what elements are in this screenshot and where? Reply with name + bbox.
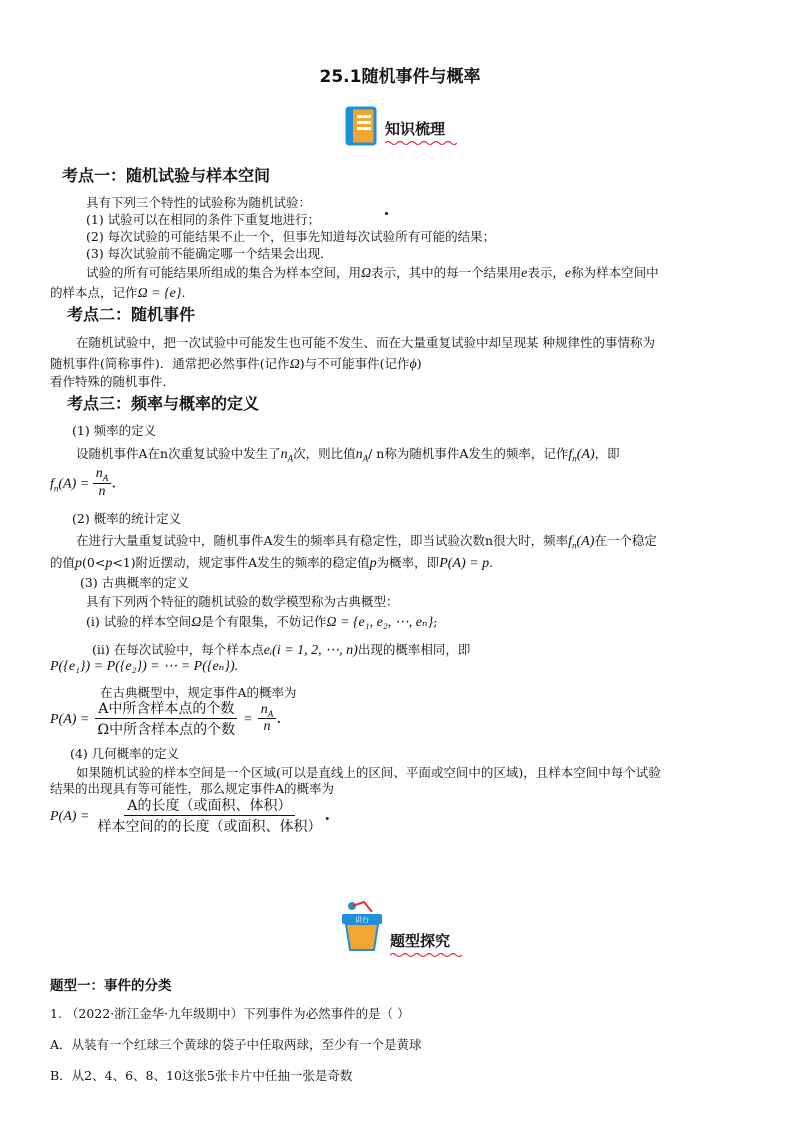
sec3-prob-line1: 在进行大量重复试验中，随机事件A发生的频率具有稳定性，即当试验次数n很大时，频率$f_n(A)$在一个稳定 bbox=[76, 533, 657, 551]
banner-practice bbox=[338, 898, 468, 958]
sec3-geo-line1: 如果随机试验的样本空间是一个区域(可以是直线上的区间、平面或空间中的区域)，且样本空间中每个试验 bbox=[76, 765, 661, 780]
heading-sec1: 考点一：随机试验与样本空间 bbox=[62, 166, 271, 185]
sec3-classical-def: 在古典概型中，规定事件A的概率为 bbox=[100, 685, 297, 700]
question-1: 1. （2022·浙江金华·九年级期中）下列事件为必然事件的是（ ） bbox=[50, 1006, 410, 1021]
podium-icon bbox=[338, 898, 388, 958]
sec1-intro: 具有下列三个特性的试验称为随机试验： bbox=[86, 195, 312, 210]
heading-sec2: 考点二：随机事件 bbox=[67, 305, 196, 324]
heading-practice: 题型一：事件的分类 bbox=[50, 978, 172, 994]
sec3-geo-line2: 结果的出现具有等可能性，那么规定事件A的概率为 bbox=[50, 781, 335, 796]
dot-mark bbox=[385, 212, 388, 215]
geometric-formula: P(A) = $\frac{\text{A的长度（或面积、体积）}}{\text{样本空间的的长度（或面积、体积）}}$ . bbox=[50, 795, 330, 836]
sec1-item-2: (2) 每次试验的可能结果不止一个，但事先知道每次试验所有可能的结果； bbox=[86, 229, 496, 244]
sec3-sub3: (3) 古典概率的定义 bbox=[80, 575, 190, 590]
page-title: 25.1随机事件与概率 bbox=[319, 67, 481, 87]
option-b: B．从2、4、6、8、10这张5张卡片中任抽一张是奇数 bbox=[50, 1068, 353, 1083]
sec3-classical-intro: 具有下列两个特征的随机试验的数学模型称为古典概型： bbox=[86, 594, 399, 609]
sec1-item-1: (1) 试验可以在相同的条件下重复地进行； bbox=[86, 212, 321, 227]
sec3-sub4: (4) 几何概率的定义 bbox=[70, 746, 180, 761]
sec1-para-line2: 的样本点，记作Ω = {e}. bbox=[50, 285, 186, 301]
banner-knowledge bbox=[345, 104, 465, 152]
sec3-sub1: (1) 频率的定义 bbox=[72, 423, 157, 438]
option-a: A．从装有一个红球三个黄球的袋子中任取两球，至少有一个是黄球 bbox=[50, 1037, 422, 1052]
sec1-para-line1: 试验的所有可能结果所组成的集合为样本空间，用Ω表示，其中的每一个结果用e表示，e称为样本空间中 bbox=[86, 265, 659, 281]
banner-practice-text: 题型探究 bbox=[390, 932, 451, 950]
classical-formula: P(A) = $\frac{\text{A中所含样本点的个数}}{\text{Ω中所含样本点的个数}}$ = $\frac{n_A}{n}$ . bbox=[50, 698, 281, 739]
sec2-line3: 看作特殊的随机事件． bbox=[50, 374, 176, 389]
notebook-icon bbox=[345, 106, 379, 146]
sec1-item-3: (3) 每次试验前不能确定哪一个结果会出现． bbox=[86, 246, 333, 261]
sec2-line1: 在随机试验中，把一次试验中可能发生也可能不发生、而在大量重复试验中却呈现某 种规律性的事情称为 bbox=[76, 335, 655, 350]
sec3-freq-line: 设随机事件A在n次重复试验中发生了$n_A$次，则比值$n_A/$ n称为随机事件A发生的频率，记作$f_n(A)$，即 bbox=[76, 446, 620, 464]
sec2-line2: 随机事件(简称事件)．通常把必然事件(记作Ω)与不可能事件(记作ϕ) bbox=[50, 356, 422, 372]
sec3-sub2: (2) 概率的统计定义 bbox=[72, 511, 182, 526]
sec3-classical-i: (i) 试验的样本空间Ω是个有限集，不妨记作Ω = {e₁, e₂, ⋯, eₙ}; bbox=[86, 614, 438, 630]
sec3-classical-ii: (ii) 在每次试验中，每个样本点eᵢ(i = 1, 2, ⋯, n)出现的概率相同，即 bbox=[92, 642, 471, 658]
heading-sec3: 考点三：频率与概率的定义 bbox=[67, 394, 260, 413]
freq-formula: $f_n(A)$ = $\frac{n_A}{n}$ . bbox=[50, 466, 117, 499]
equal-prob-formula: P({e₁}) = P({e₂}) = ⋯ = P({eₙ}). bbox=[50, 659, 239, 674]
sec3-prob-line2: 的值p(0<p<1)附近摆动，规定事件A发生的频率的稳定值p为概率，即P(A) = p. bbox=[50, 555, 494, 571]
banner-knowledge-text: 知识梳理 bbox=[385, 120, 446, 138]
podium-label: 讲台 bbox=[355, 916, 369, 924]
